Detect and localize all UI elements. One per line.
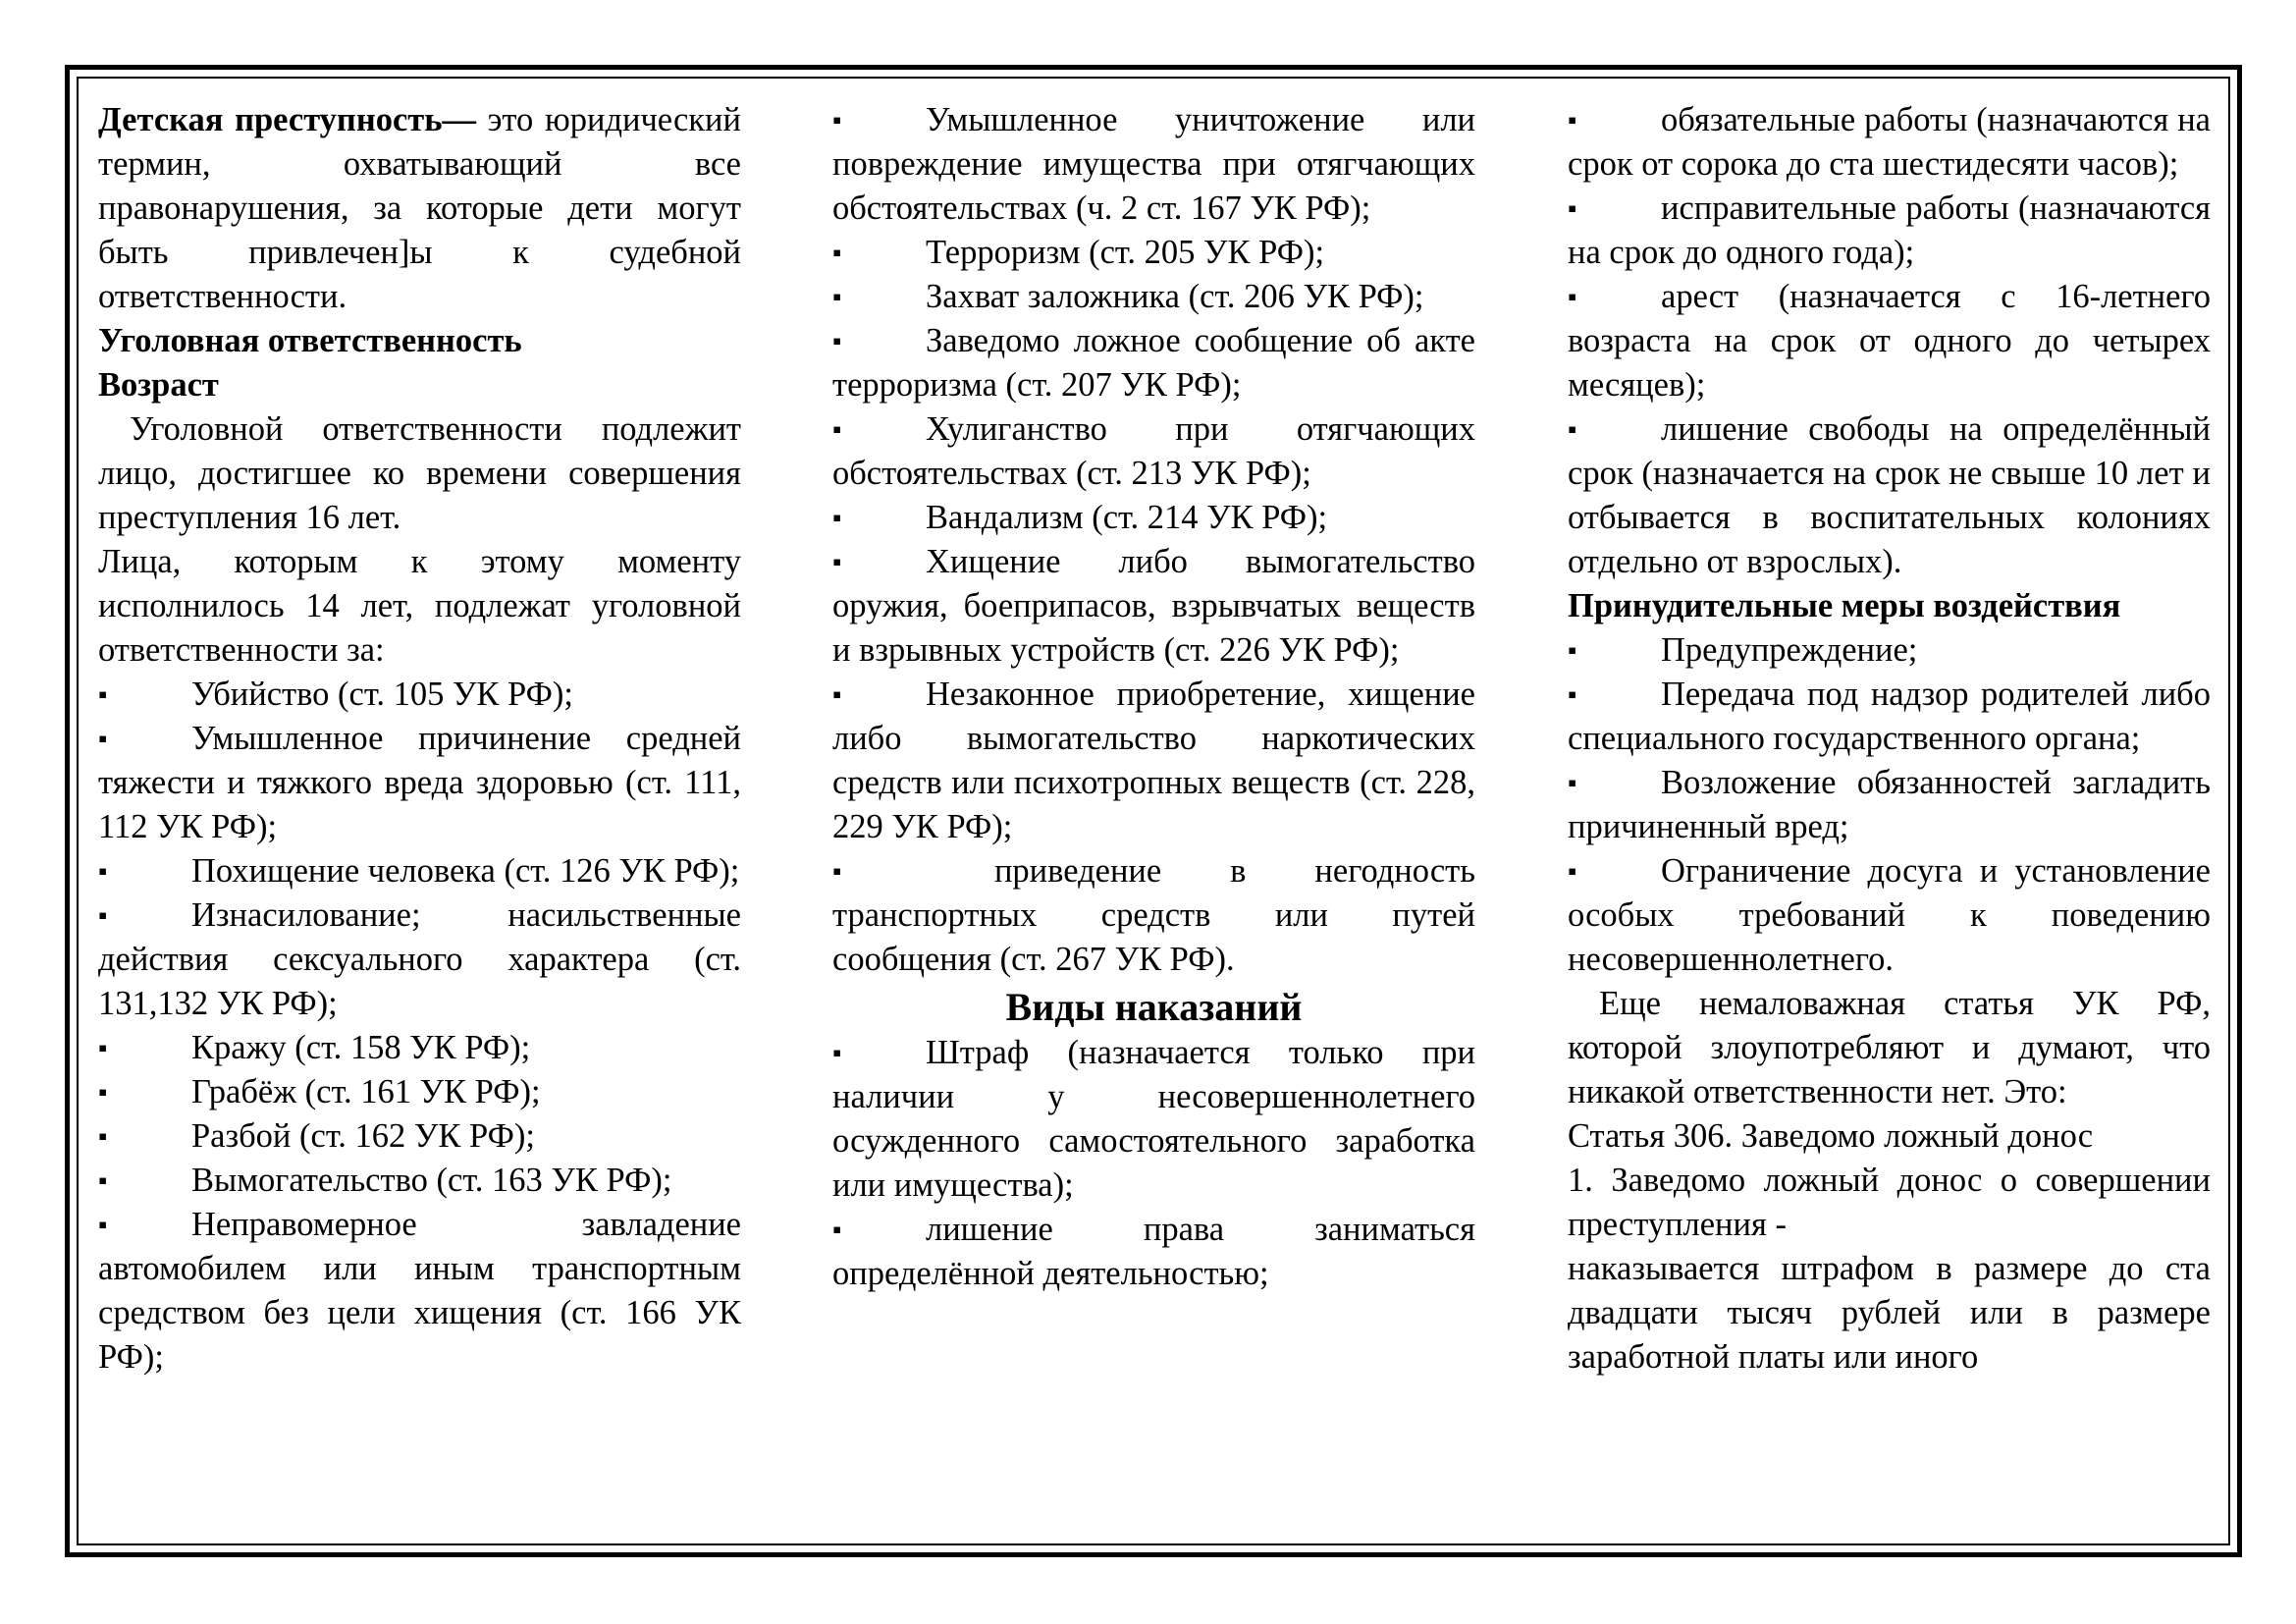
bullet-square-icon: ▪ bbox=[1568, 283, 1577, 311]
age-paragraph: Уголовной ответственности подлежит лицо, достигшее ко времени совершения преступления 16 лет. bbox=[98, 410, 741, 536]
list-item-text: лишение права заниматься определённой деятельностью; bbox=[832, 1211, 1475, 1292]
heading-compulsory-measures: Принудительные меры воздействия bbox=[1568, 587, 2121, 624]
column-left bbox=[98, 98, 741, 1380]
bullet-square-icon: ▪ bbox=[832, 1039, 842, 1067]
bullet-square-icon: ▪ bbox=[98, 680, 108, 709]
list-item-text: обязательные работы (назначаются на срок от сорока до ста шестидесяти часов); bbox=[1568, 101, 2211, 183]
bullet-square-icon: ▪ bbox=[832, 283, 842, 311]
list-item-text: Вандализм (ст. 214 УК РФ); bbox=[926, 499, 1328, 536]
list-item bbox=[98, 717, 741, 849]
bullet-square-icon: ▪ bbox=[832, 504, 842, 532]
list-item-text: Возложение обязанностей загладить причиненный вред; bbox=[1568, 764, 2211, 845]
bullet-square-icon: ▪ bbox=[98, 1078, 108, 1107]
list-item bbox=[832, 1031, 1475, 1208]
list-item bbox=[98, 1159, 741, 1203]
list-item bbox=[832, 231, 1475, 275]
list-item-text: Хулиганство при отягчающих обстоятельствах (ст. 213 УК РФ); bbox=[832, 410, 1475, 492]
list-item bbox=[1568, 761, 2211, 849]
list-item-text: Похищение человека (ст. 126 УК РФ); bbox=[191, 852, 740, 890]
list-item-text: Захват заложника (ст. 206 УК РФ); bbox=[926, 278, 1424, 315]
bullet-square-icon: ▪ bbox=[832, 239, 842, 267]
intro-term: Детская преступность bbox=[98, 101, 443, 138]
crime-list-part2 bbox=[832, 98, 1475, 982]
measures-list bbox=[1568, 628, 2211, 982]
bullet-square-icon: ▪ bbox=[1568, 636, 1577, 665]
bullet-square-icon: ▪ bbox=[1568, 769, 1577, 797]
article-penalty: наказывается штрафом в размере до ста двадцати тысяч рублей или в размере заработной платы или иного bbox=[1568, 1250, 2211, 1376]
list-item bbox=[1568, 849, 2211, 982]
bullet-square-icon: ▪ bbox=[832, 1216, 842, 1244]
bullet-square-icon: ▪ bbox=[98, 1034, 108, 1062]
list-item-text: Терроризм (ст. 205 УК РФ); bbox=[926, 234, 1325, 271]
list-item-text: Изнасилование; насильственные действия сексуального характера (ст. 131,132 УК РФ); bbox=[98, 896, 741, 1022]
heading-punishments: Виды наказаний bbox=[1005, 985, 1303, 1029]
bullet-square-icon: ▪ bbox=[1568, 680, 1577, 709]
bullet-square-icon: ▪ bbox=[832, 415, 842, 444]
punishment-list-part1 bbox=[832, 1031, 1475, 1296]
intro-paragraph bbox=[98, 98, 741, 319]
list-item bbox=[832, 496, 1475, 540]
intro-text: это юридический термин, охватывающий все правонарушения, за которые дети могут быть привлечен]ы к судебной ответственности. bbox=[98, 101, 741, 315]
bullet-square-icon: ▪ bbox=[832, 857, 842, 886]
closing-paragraph: Еще немаловажная статья УК РФ, которой злоупотребляют и думают, что никакой ответственности нет. Это: bbox=[1568, 985, 2211, 1110]
list-item bbox=[832, 673, 1475, 849]
list-item-text: приведение в негодность транспортных средств или путей сообщения (ст. 267 УК РФ). bbox=[832, 852, 1475, 978]
bullet-square-icon: ▪ bbox=[1568, 415, 1577, 444]
list-item-text: Незаконное приобретение, хищение либо вымогательство наркотических средств или психотропных веществ (ст. 228, 229 УК РФ); bbox=[832, 676, 1475, 845]
list-item-text: арест (назначается с 16-летнего возраста на срок от одного до четырех месяцев); bbox=[1568, 278, 2211, 404]
list-item bbox=[98, 893, 741, 1026]
bullet-square-icon: ▪ bbox=[1568, 857, 1577, 886]
list-item bbox=[832, 275, 1475, 319]
article-title: Статья 306. Заведомо ложный донос bbox=[1568, 1117, 2094, 1155]
list-item-text: лишение свободы на определённый срок (назначается на срок не свыше 10 лет и отбывается в воспитательных колониях отдельно от взрослых). bbox=[1568, 410, 2211, 580]
list-item-text: Убийство (ст. 105 УК РФ); bbox=[191, 676, 573, 713]
bullet-square-icon: ▪ bbox=[98, 1211, 108, 1239]
list-item-text: Хищение либо вымогательство оружия, боеприпасов, взрывчатых веществ и взрывных устройств (ст. 226 УК РФ); bbox=[832, 543, 1475, 669]
list-item-text: Ограничение досуга и установление особых требований к поведению несовершеннолетнего. bbox=[1568, 852, 2211, 978]
list-item bbox=[1568, 628, 2211, 673]
bullet-square-icon: ▪ bbox=[832, 327, 842, 355]
bullet-square-icon: ▪ bbox=[98, 1166, 108, 1195]
bullet-square-icon: ▪ bbox=[832, 680, 842, 709]
list-item-text: Передача под надзор родителей либо специального государственного органа; bbox=[1568, 676, 2211, 757]
list-item bbox=[98, 1114, 741, 1159]
list-item bbox=[832, 1208, 1475, 1296]
list-item bbox=[98, 1203, 741, 1380]
list-item-text: Штраф (назначается только при наличии у несовершеннолетнего осужденного самостоятельного заработка или имущества); bbox=[832, 1034, 1475, 1204]
list-item-text: Вымогательство (ст. 163 УК РФ); bbox=[191, 1162, 672, 1199]
crime-list-part1 bbox=[98, 673, 741, 1380]
bullet-square-icon: ▪ bbox=[98, 725, 108, 753]
list-item bbox=[832, 319, 1475, 407]
list-item bbox=[832, 849, 1475, 982]
heading-age: Возраст bbox=[98, 366, 219, 404]
list-item bbox=[1568, 407, 2211, 584]
punishment-list-part2 bbox=[1568, 98, 2211, 584]
article-item: 1. Заведомо ложный донос о совершении преступления - bbox=[1568, 1162, 2211, 1243]
list-item-text: Неправомерное завладение автомобилем или иным транспортным средством без цели хищения (ст. 166 УК РФ); bbox=[98, 1206, 741, 1376]
bullet-square-icon: ▪ bbox=[832, 106, 842, 135]
list-item-text: Кражу (ст. 158 УК РФ); bbox=[191, 1029, 531, 1066]
list-item bbox=[1568, 673, 2211, 761]
list-item bbox=[1568, 98, 2211, 187]
bullet-square-icon: ▪ bbox=[98, 1122, 108, 1151]
column-middle bbox=[832, 98, 1475, 1296]
list-item-text: исправительные работы (назначаются на срок до одного года); bbox=[1568, 189, 2211, 271]
list-item bbox=[98, 849, 741, 893]
bullet-square-icon: ▪ bbox=[1568, 106, 1577, 135]
list-item bbox=[98, 673, 741, 717]
heading-criminal-responsibility: Уголовная ответственность bbox=[98, 322, 522, 359]
list-item-text: Грабёж (ст. 161 УК РФ); bbox=[191, 1073, 541, 1110]
list-item-text: Предупреждение; bbox=[1661, 631, 1918, 669]
bullet-square-icon: ▪ bbox=[98, 857, 108, 886]
bullet-square-icon: ▪ bbox=[832, 548, 842, 576]
list-item bbox=[98, 1026, 741, 1070]
list-item bbox=[832, 540, 1475, 673]
list-item bbox=[832, 407, 1475, 496]
age14-paragraph: Лица, которым к этому моменту исполнилось 14 лет, подлежат уголовной ответственности за: bbox=[98, 543, 741, 669]
list-item bbox=[98, 1070, 741, 1114]
bullet-square-icon: ▪ bbox=[1568, 194, 1577, 223]
list-item-text: Умышленное причинение средней тяжести и тяжкого вреда здоровью (ст. 111, 112 УК РФ); bbox=[98, 720, 741, 845]
column-right bbox=[1568, 98, 2211, 1380]
list-item-text: Умышленное уничтожение или повреждение имущества при отягчающих обстоятельствах (ч. 2 ст. 167 УК РФ); bbox=[832, 101, 1475, 227]
list-item bbox=[1568, 187, 2211, 275]
list-item-text: Заведомо ложное сообщение об акте терроризма (ст. 207 УК РФ); bbox=[832, 322, 1475, 404]
bullet-square-icon: ▪ bbox=[98, 901, 108, 930]
list-item bbox=[1568, 275, 2211, 407]
intro-dash: — bbox=[442, 101, 476, 138]
list-item-text: Разбой (ст. 162 УК РФ); bbox=[191, 1117, 535, 1155]
list-item bbox=[832, 98, 1475, 231]
